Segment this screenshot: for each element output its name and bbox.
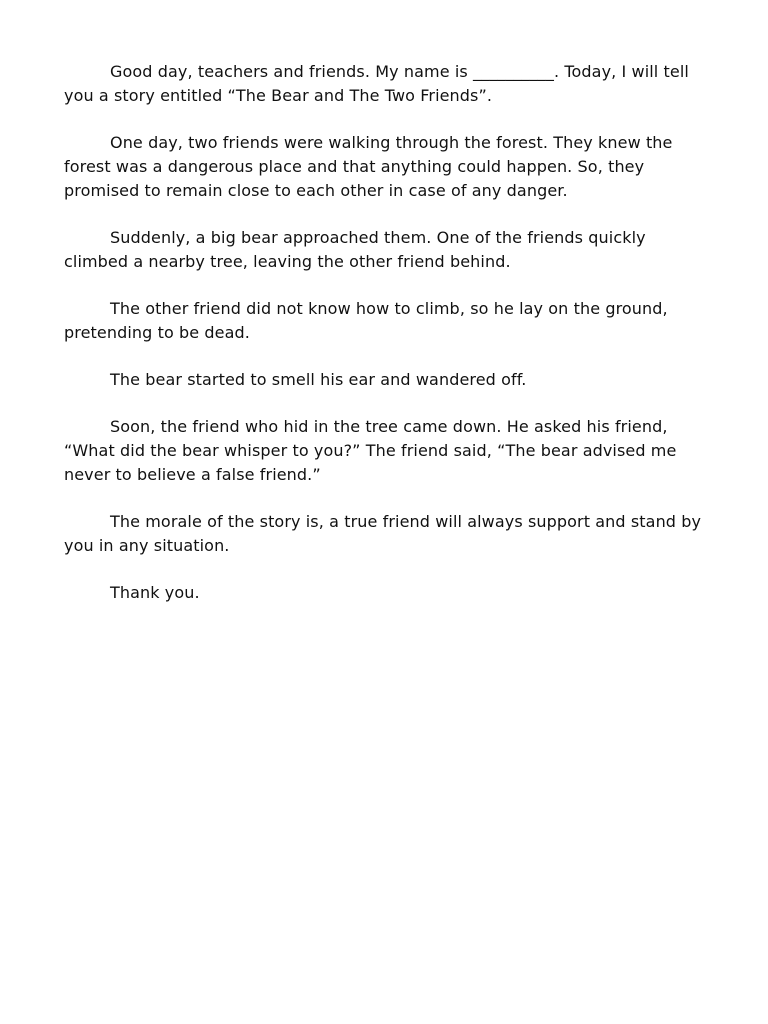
paragraph-moral: The morale of the story is, a true friend will always support and stand by you in any situation. bbox=[64, 512, 702, 555]
paragraph-bear-leaves: The bear started to smell his ear and wandered off. bbox=[110, 370, 527, 389]
paragraph-whisper: Soon, the friend who hid in the tree came down. He asked his friend, “What did the bear whisper to you?” The friend said, “The bear advised me never to believe a false friend.” bbox=[64, 417, 677, 484]
paragraph-closing: Thank you. bbox=[110, 583, 200, 602]
paragraph-introduction: Good day, teachers and friends. My name is __________. Today, I will tell you a story entitled “The Bear and The Two Friends”. bbox=[64, 62, 689, 105]
paragraph-pretending-dead: The other friend did not know how to climb, so he lay on the ground, pretending to be dead. bbox=[64, 299, 668, 342]
paragraph-forest-walk: One day, two friends were walking through the forest. They knew the forest was a dangerous place and that anything could happen. So, they promised to remain close to each other in case of any danger. bbox=[64, 133, 673, 200]
paragraph-bear-approach: Suddenly, a big bear approached them. One of the friends quickly climbed a nearby tree, leaving the other friend behind. bbox=[64, 228, 646, 271]
speech-text bbox=[64, 60, 712, 628]
